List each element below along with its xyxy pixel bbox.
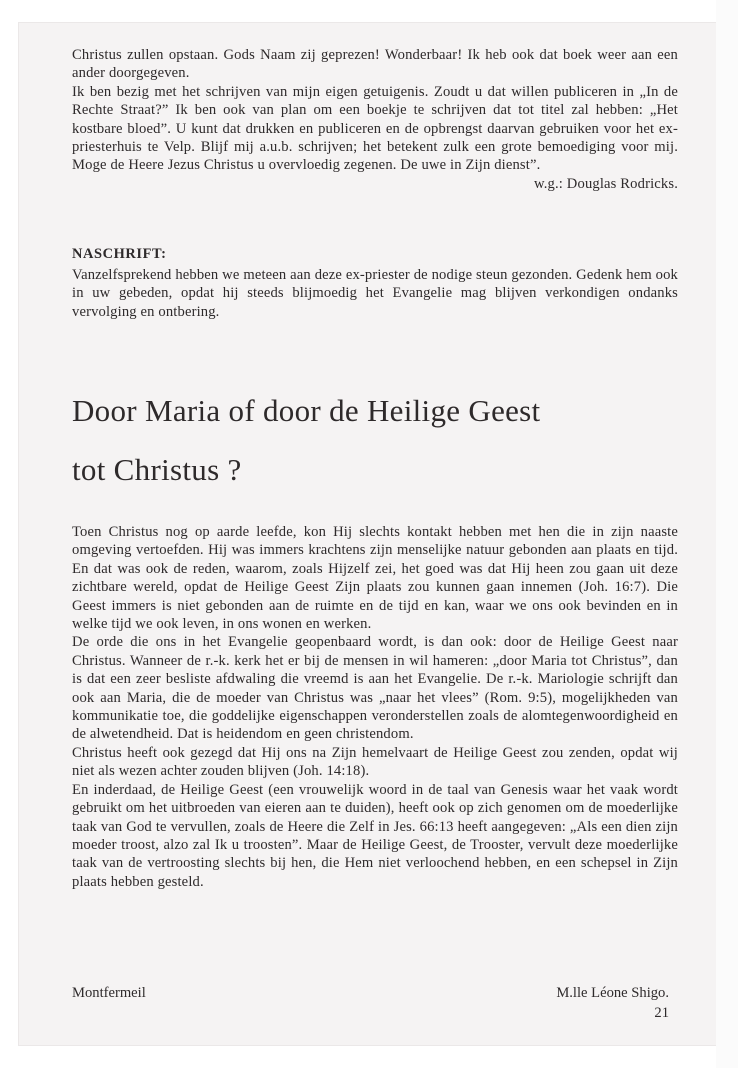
article-paragraph: De orde die ons in het Evangelie geopenbaard wordt, is dan ook: door de Heilige Geest naar Christus. Wanneer de r.-k. kerk het er bij de mensen in wil hameren: „door Maria tot Christus”, dan is dat een zeer besliste afdwaling die vreemd is aan het Evangelie. De r.-k. Mariologie schrijft dan ook aan Maria, die de moeder van Christus was „naar het vlees” (Rom. 9:5), mogelijkheden van kommunikatie toe, die goddelijke eigenschappen veronderstellen zoals de alomtegenwoordigheid en de alwetendheid. Dat is heidendom en geen christendom. xyxy=(72,634,678,743)
letter-paragraph: Ik ben bezig met het schrijven van mijn eigen getuigenis. Zoudt u dat willen publiceren in „In de Rechte Straat?” Ik ben ook van plan om een boekje te schrijven dat tot titel zal hebben: „Het kostbare bloed”. U kunt dat drukken en publiceren en de opbrengst daarvan gebruiken voor het ex-priesterhuis te Velp. Blijf mij a.u.b. schrijven; het betekent zulk een grote bemoediging voor mij. Moge de Heere Jezus Christus u overvloedig zegenen. De uwe in Zijn dienst”. xyxy=(72,83,678,174)
article-place: Montfermeil xyxy=(72,985,146,1001)
article-title-line-2: tot Christus ? xyxy=(72,452,242,487)
naschrift-heading: NASCHRIFT: xyxy=(72,246,167,262)
naschrift-text: Vanzelfsprekend hebben we meteen aan deze ex-priester de nodige steun gezonden. Gedenk hem ook in uw gebeden, opdat hij steeds blijmoedig het Evangelie mag blijven verkondigen ondanks vervolging en ontbering. xyxy=(72,267,678,320)
article-title-line-1: Door Maria of door de Heilige Geest xyxy=(72,393,541,428)
letter-paragraph: Christus zullen opstaan. Gods Naam zij geprezen! Wonderbaar! Ik heb ook dat boek weer aan een ander doorgegeven. xyxy=(72,47,678,82)
article-title xyxy=(72,395,678,486)
page-edge xyxy=(716,0,738,1068)
letter-signature: w.g.: Douglas Rodricks. xyxy=(534,175,678,192)
article-paragraph: Toen Christus nog op aarde leefde, kon Hij slechts kontakt hebben met hen die in zijn naaste omgeving vertoefden. Hij was immers krachtens zijn menselijke natuur gebonden aan plaats en tijd. En dat was ook de reden, waarom, zoals Hijzelf zei, het goed was dat Hij heen zou gaan uit deze zichtbare wereld, opdat de Heilige Geest Zijn plaats zou kunnen gaan innemen (Joh. 16:7). Die Geest immers is niet gebonden aan de ruimte en de tijd en kan, waar we ons ook bevinden en in welke tijd we ook leven, in ons wonen en werken. xyxy=(72,524,678,633)
article-body xyxy=(72,523,678,891)
letter-section xyxy=(72,46,678,193)
naschrift-section xyxy=(72,246,678,321)
page-number: 21 xyxy=(654,1005,669,1021)
article-paragraph: En inderdaad, de Heilige Geest (een vrouwelijk woord in de taal van Genesis waar het vaak wordt gebruikt om het uitbroeden van eieren aan te duiden), heeft ook op zich genomen om de moederlijke taak van God te vervullen, zoals de Heere die Zelf in Jes. 66:13 heeft aangegeven: „Als een dien zijn moeder troost, alzo zal Ik u troosten”. Maar de Heilige Geest, de Trooster, vervult deze moederlijke taak van de vertroosting slechts bij hen, die Hem niet verloochend hebben, en een schepsel in Zijn plaats hebben gesteld. xyxy=(72,781,678,890)
article-paragraph: Christus heeft ook gezegd dat Hij ons na Zijn hemelvaart de Heilige Geest zou zenden, opdat wij niet als wezen achter zouden blijven (Joh. 14:18). xyxy=(72,744,678,780)
article-author: M.lle Léone Shigo. xyxy=(556,985,669,1001)
article-footer xyxy=(72,985,669,1002)
